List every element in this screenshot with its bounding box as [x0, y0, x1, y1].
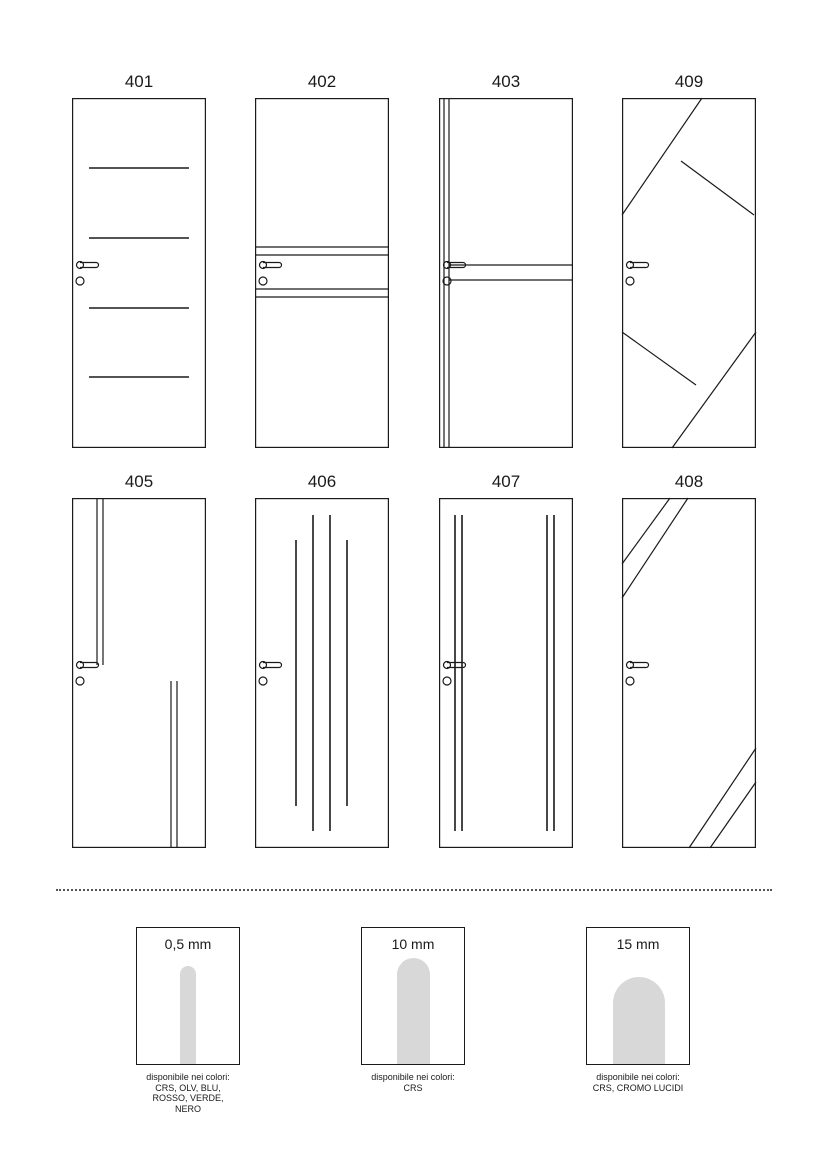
door-401-drawing	[72, 98, 206, 448]
profile-title: 10 mm	[391, 936, 435, 952]
door-406-frame	[256, 499, 389, 848]
profile-title: 15 mm	[616, 936, 660, 952]
door-label-408: 408	[674, 472, 704, 491]
door-handle-icon	[76, 662, 99, 686]
door-409-frame	[623, 99, 756, 448]
section-divider	[56, 889, 772, 891]
door-403-drawing	[439, 98, 573, 448]
profile-box-15mm	[586, 927, 690, 1065]
door-407-frame	[440, 499, 573, 848]
door-406-drawing	[255, 498, 389, 848]
profile-section-shape	[180, 966, 196, 1064]
door-handle-icon	[626, 662, 649, 686]
profile-caption: disponibile nei colori: CRS, CROMO LUCIDI	[592, 1072, 684, 1093]
door-407-drawing	[439, 498, 573, 848]
door-401-frame	[73, 99, 206, 448]
door-label-402: 402	[307, 72, 337, 91]
door-402-frame	[256, 99, 389, 448]
door-402-drawing	[255, 98, 389, 448]
profile-box-05mm	[136, 927, 240, 1065]
profile-caption: disponibile nei colori: CRS	[371, 1072, 455, 1093]
door-label-403: 403	[491, 72, 521, 91]
door-handle-icon	[76, 262, 99, 286]
profile-box-10mm	[361, 927, 465, 1065]
door-408-drawing	[622, 498, 756, 848]
door-405-drawing	[72, 498, 206, 848]
door-403-frame	[440, 99, 573, 448]
door-handle-icon	[259, 262, 282, 286]
door-409-drawing	[622, 98, 756, 448]
profile-section-shape	[613, 977, 665, 1064]
door-label-405: 405	[124, 472, 154, 491]
profile-section-shape	[397, 958, 430, 1064]
door-handle-icon	[259, 662, 282, 686]
door-label-401: 401	[124, 72, 154, 91]
profile-caption: disponibile nei colori: CRS, OLV, BLU, ROSSO, VERDE, NERO	[146, 1072, 230, 1114]
door-handle-icon	[626, 262, 649, 286]
door-label-409: 409	[674, 72, 704, 91]
door-408-frame	[623, 499, 756, 848]
door-label-407: 407	[491, 472, 521, 491]
door-405-frame	[73, 499, 206, 848]
profile-title: 0,5 mm	[164, 936, 212, 952]
door-label-406: 406	[307, 472, 337, 491]
